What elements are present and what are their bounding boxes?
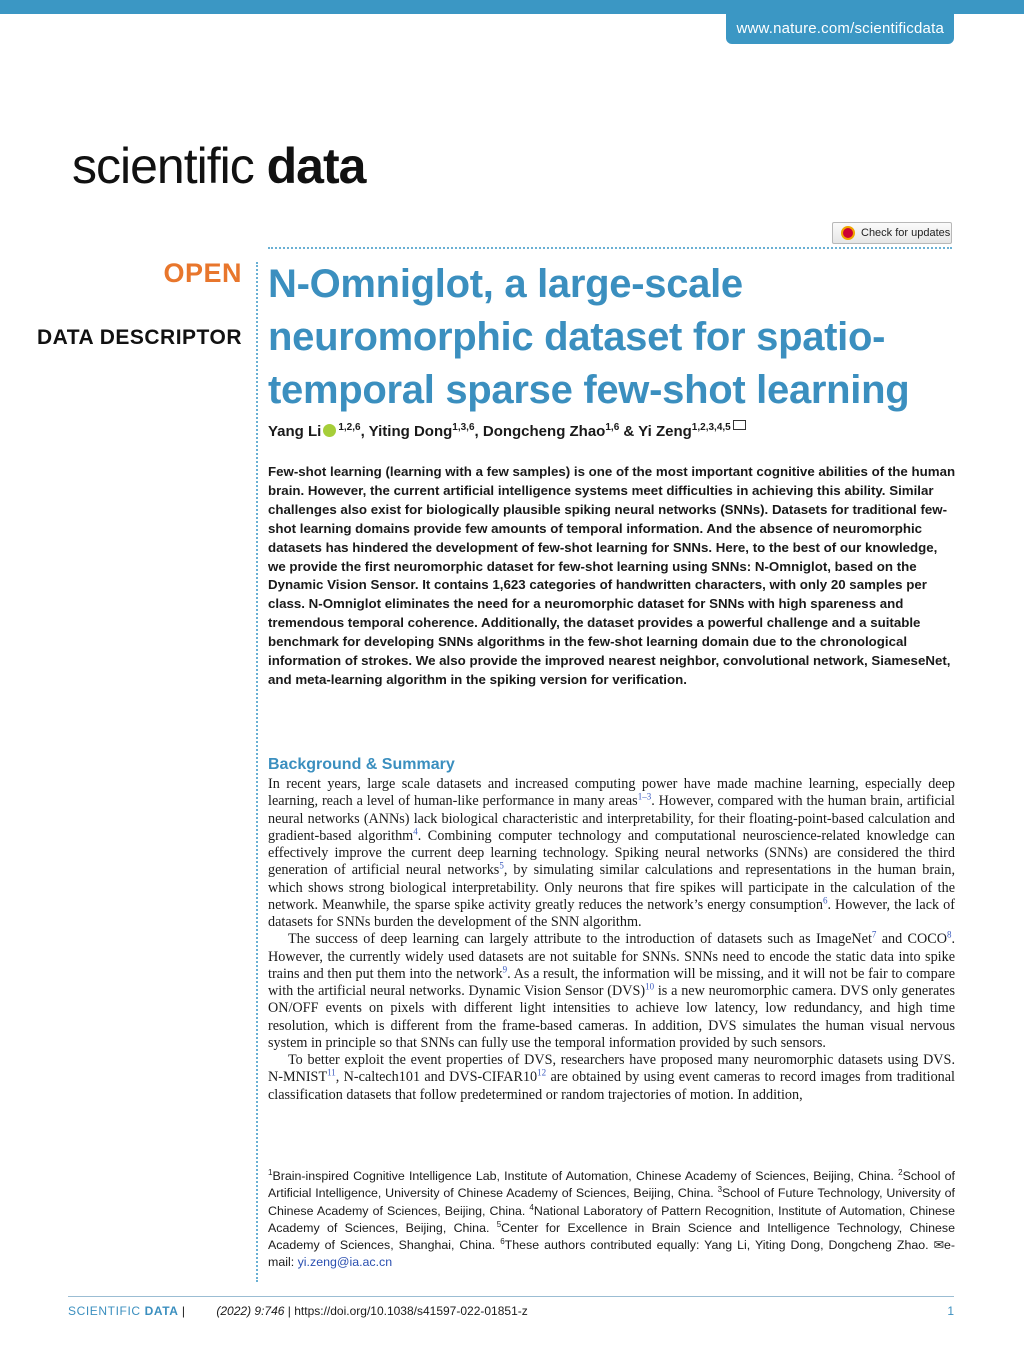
- citation-ref[interactable]: 1–3: [637, 791, 652, 802]
- email-link[interactable]: yi.zeng@ia.ac.cn: [297, 1255, 393, 1270]
- citation-ref[interactable]: 5: [499, 860, 504, 871]
- logo-light-text: scientific: [72, 138, 254, 194]
- body-paragraph: To better exploit the event properties of DVS, researchers have proposed many neuromorphic datasets using DVS. N-MNIST$^{11}$, N-caltech101 and DVS-$CIFAR10^{12}$ are obtained by using event cameras to record images from traditional classification datasets that follow predetermined or random trajectories of motion. In addition,: [268, 1052, 955, 1103]
- check-for-updates-button[interactable]: [832, 222, 952, 244]
- author-name[interactable]: Yiting Dong: [368, 423, 453, 440]
- citation-ref[interactable]: 11: [327, 1067, 336, 1078]
- open-access-label: OPEN: [163, 258, 242, 288]
- author-list: Yang Li $^{1,2,6}$, Yiting Dong$^{1,3,6}$, Dongcheng Zhao$^{1,6}$ & Yi Zeng$^{1,2,3,4,5}$: [268, 420, 746, 440]
- citation-ref[interactable]: 12: [537, 1067, 547, 1078]
- citation-ref[interactable]: 4: [413, 826, 418, 837]
- page-number: 1: [947, 1304, 954, 1318]
- author-name[interactable]: Dongcheng Zhao: [482, 423, 606, 440]
- top-color-bar: [0, 0, 1024, 14]
- check-for-updates-label: Check for updates: [861, 227, 951, 239]
- body-paragraph: In recent years, large scale datasets and increased computing power have made machine learning, especially deep learning, reach a level of human-like performance in many areas$^{1-3}$. However, compared with the human brain, artificial neural networks (ANNs) lack biological characteristic and interpretability, for their floating-point-based calculation and gradient-based algorithm$^4$. Combining computer technology and computational neuroscience-related knowledge can effectively improve the current deep learning technology. Spiking neural networks (SNNs) are considered the third generation of artificial neural networks$^5$, by simulating similar calculations and representations in the human brain, which shows strong biological interpretability. Only neurons that fire spikes will participate in the calculation of the network. Meanwhile, the sparse spike activity greatly reduces the network’s energy consumption$^6$. However, the lack of datasets for SNNs burden the development of the SNN algorithm.: [268, 776, 956, 930]
- citation-ref[interactable]: 9: [502, 964, 508, 975]
- author-affiliation-sup: 1,3,6: [452, 422, 475, 433]
- body-text: [268, 776, 955, 1104]
- article-type-label: DATA DESCRIPTOR: [36, 326, 242, 349]
- footer-journal-name: SCIENTIFIC DATA: [68, 1304, 179, 1318]
- vertical-dotted-divider: [256, 262, 258, 1282]
- orcid-icon[interactable]: [323, 424, 336, 437]
- email-envelope-icon[interactable]: [733, 420, 746, 430]
- citation-ref[interactable]: 10: [645, 981, 655, 992]
- citation-ref[interactable]: 6: [822, 895, 828, 906]
- journal-url-link[interactable]: www.nature.com/scientificdata: [726, 14, 954, 44]
- author-affiliation-sup: 1,6: [605, 422, 620, 433]
- footer-divider: [68, 1296, 954, 1297]
- article-title: N-Omniglot, a large-scale neuromorphic dataset for spatio-temporal sparse few-shot learning: [268, 262, 910, 412]
- author-name[interactable]: Yi Zeng: [638, 423, 692, 440]
- abstract: Few-shot learning (learning with a few samples) is one of the most important cognitive abilities of the human brain. However, the current artificial intelligence systems meet difficulties in achieving this ability. Similar challenges also exist for biologically plausible spiking neural networks (SNNs). Datasets for traditional few-shot learning domains provide few amounts of temporal information. And the absence of neuromorphic datasets has hindered the development of few-shot learning for SNNs. Here, to the best of our knowledge, we provide the first neuromorphic dataset for few-shot learning using SNNs: N-Omniglot, based on the Dynamic Vision Sensor. It contains 1,623 categories of handwritten characters, with only 20 samples per class. N-Omniglot eliminates the need for a neuromorphic dataset for SNNs with high spareness and tremendous temporal coherence. Additionally, the dataset provides a powerful challenge and a suitable benchmark for developing SNNs algorithms in the few-shot learning domain due to the chronological information of strokes. We also provide the improved nearest neighbor, convolutional network, SiameseNet, and meta-learning algorithm in the spiking version for verification.: [268, 464, 956, 687]
- footer-doi-link[interactable]: | https://doi.org/10.1038/s41597-022-01851-z: [287, 1304, 528, 1318]
- citation-ref[interactable]: 8: [946, 929, 952, 940]
- section-heading: Background & Summary: [268, 756, 455, 773]
- header-dotted-divider: [268, 247, 952, 249]
- page-footer: SCIENTIFIC DATA | (2022) 9:746 | https://doi.org/10.1038/s41597-022-01851-z 1: [68, 1304, 954, 1318]
- affiliations: $^1$Brain-inspired Cognitive Intelligence Lab, Institute of Automation, Chinese Academy of Sciences, Beijing, China. $^2$School of Artificial Intelligence, University of Chinese Academy of Sciences, Beijing, China. $^3$School of Future Technology, University of Chinese Academy of Sciences, Beijing, China. $^4$National Laboratory of Pattern Recognition, Institute of Automation, Chinese Academy of Sciences, Beijing, China. $^5$Center for Excellence in Brain Science and Intelligence Technology, Chinese Academy of Sciences, Shanghai, China. $^6$These authors contributed equally: Yang Li, Yiting Dong, Dongcheng Zhao. ✉e-mail: yi.zeng@ia.ac.cn: [268, 1167, 956, 1270]
- footer-citation: (2022) 9:746: [216, 1304, 285, 1318]
- citation-ref[interactable]: 7: [871, 929, 877, 940]
- crossmark-icon: [841, 226, 855, 240]
- author-name[interactable]: Yang Li: [268, 423, 322, 440]
- logo-bold-text: data: [266, 138, 366, 194]
- body-paragraph: The success of deep learning can largely attribute to the introduction of datasets such as ImageNet$^7$ and COCO$^8$. However, the currently widely used datasets are not suitable for SNNs. SNNs need to encode the static data into spike trains and then put them into the network$^9$. As a result, the information will be missing, and it will not be fair to compare with the artificial neural networks. Dynamic Vision Sensor (DVS)$^{10}$ is a new neuromorphic camera. DVS only generates ON/OFF events on pixels with different light intensities to achieve low latency, low redundancy, and high time resolution, which is different from the frame-based cameras. In addition, DVS simulates the human visual nervous system in principle so that SNNs can fully use the temporal information provided by such sensors.: [268, 929, 956, 1051]
- email-icon: ✉: [933, 1238, 944, 1253]
- author-affiliation-sup: 1,2,3,4,5: [691, 422, 731, 433]
- author-affiliation-sup: 1,2,6: [338, 422, 361, 433]
- journal-logo[interactable]: [72, 136, 365, 196]
